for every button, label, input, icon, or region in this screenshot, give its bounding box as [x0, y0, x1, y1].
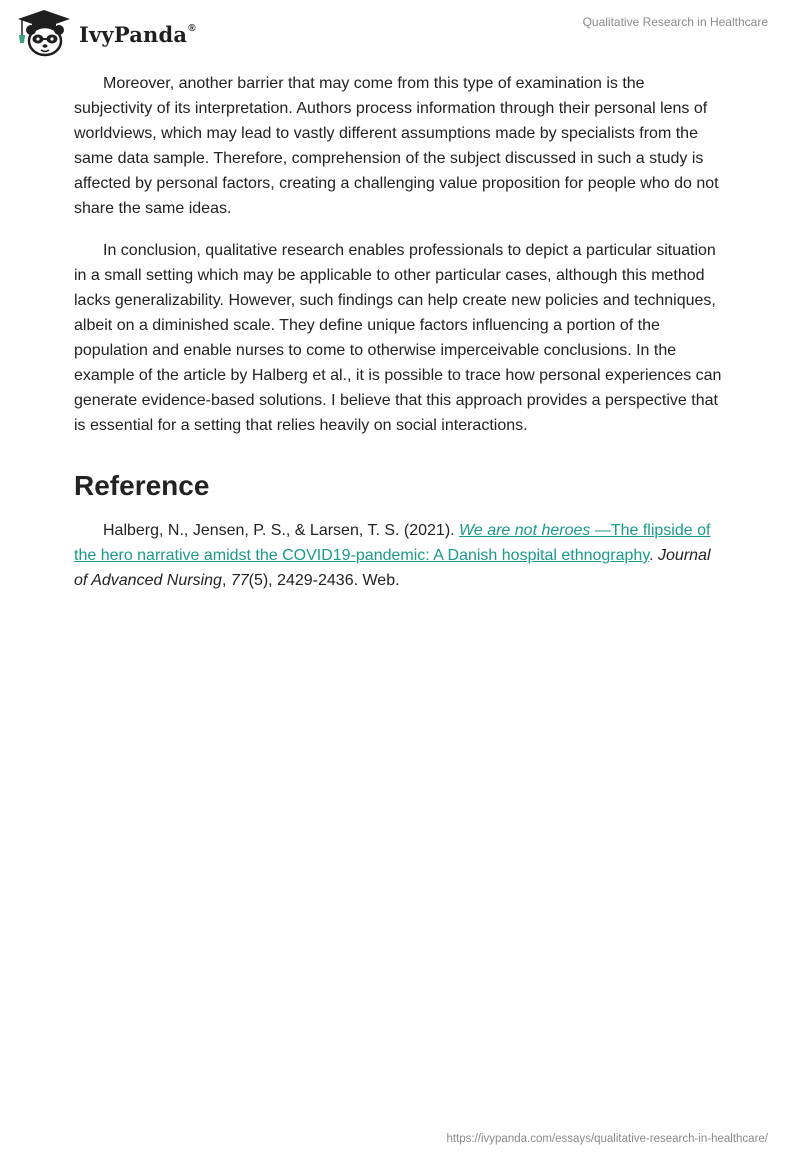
reference-title-italic: We are not heroes	[459, 522, 591, 539]
brand-name: IvyPanda®	[79, 21, 196, 47]
ivypanda-logo[interactable]	[15, 8, 196, 58]
reference-volume: 77	[230, 572, 249, 589]
reference-issue-pages: (5), 2429-2436. Web.	[248, 572, 400, 589]
reference-after-title: .	[649, 547, 659, 564]
reference-journal: Journal of Advanced Nursing	[74, 547, 711, 589]
reference-authors: Halberg, N., Jensen, P. S., & Larsen, T. S. (2021).	[103, 522, 460, 539]
reference-sep: ,	[221, 572, 231, 589]
document-title: Qualitative Research in Healthcare	[582, 15, 768, 29]
essay-content	[74, 71, 726, 593]
body-paragraph: In conclusion, qualitative research enables professionals to depict a particular situation in a small setting which may be applicable to other particular cases, although this method lacks generalizability. However, such findings can help create new policies and techniques, albeit on a diminished scale. They define unique factors influencing a portion of the population and enable nurses to come to otherwise imperceivable conclusions. In the example of the article by Halberg et al., it is possible to trace how personal experiences can generate evidence-based solutions. I believe that this approach provides a perspective that is essential for a setting that relies heavily on social interactions.	[74, 242, 722, 434]
body-paragraph: Moreover, another barrier that may come from this type of examination is the subjectivity of its interpretation. Authors process information through their personal lens of worldviews, which may lead to vastly different assumptions made by specialists from the same data sample. Therefore, comprehension of the subject discussed in such a study is affected by personal factors, creating a challenging value proposition for people who do not share the same ideas.	[74, 75, 719, 217]
reference-entry	[74, 518, 726, 593]
reference-title-rest: —The flipside of the hero narrative amidst the COVID19-pandemic: A Danish hospital ethnography	[74, 522, 711, 564]
footer-url[interactable]: https://ivypanda.com/essays/qualitative-research-in-healthcare/	[446, 1133, 768, 1145]
registered-mark: ®	[188, 22, 196, 34]
reference-heading: Reference	[74, 470, 210, 501]
page-header	[0, 0, 800, 66]
panda-graduate-icon	[15, 8, 73, 58]
